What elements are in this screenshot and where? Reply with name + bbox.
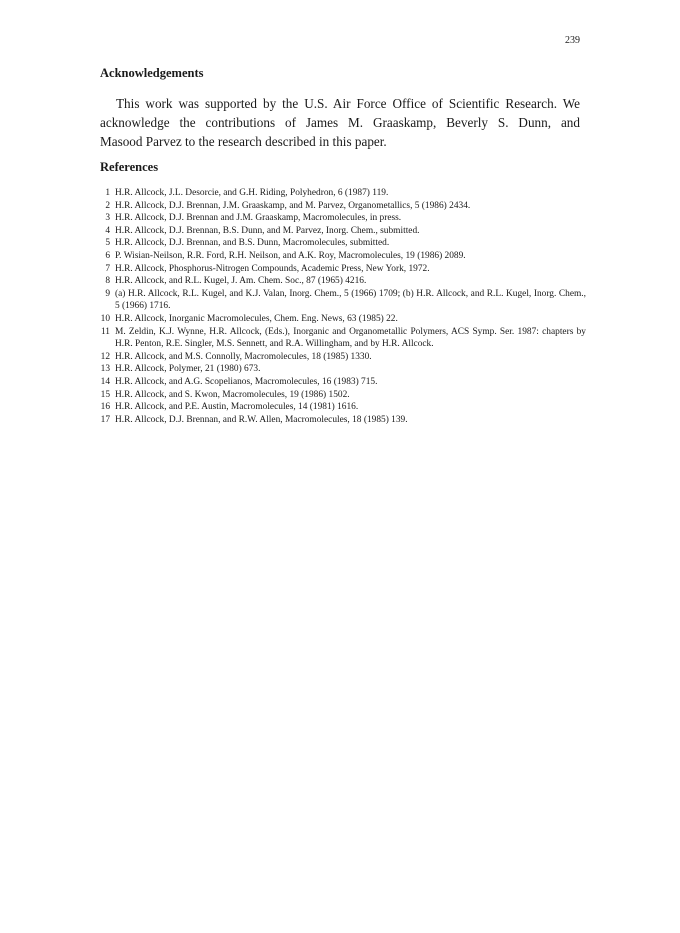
reference-number: 9: [105, 288, 110, 299]
reference-text: H.R. Allcock, and S. Kwon, Macromolecules, 19 (1986) 1502.: [115, 389, 350, 400]
reference-text: H.R. Allcock, D.J. Brennan, and B.S. Dunn, Macromolecules, submitted.: [115, 238, 390, 249]
acknowledgements-line: acknowledge the contributions of James M. Graaskamp, Beverly S. Dunn, and: [100, 115, 580, 130]
reference-number: 3: [105, 213, 110, 224]
reference-item: [96, 363, 586, 376]
reference-item: [96, 351, 586, 364]
reference-text: H.R. Allcock, and A.G. Scopelianos, Macromolecules, 16 (1983) 715.: [115, 376, 378, 387]
reference-item: [96, 250, 586, 263]
reference-number: 7: [105, 263, 110, 274]
references-list: [96, 187, 586, 426]
reference-number: 17: [100, 414, 110, 425]
reference-number: 5: [105, 238, 110, 249]
acknowledgements-line: Masood Parvez to the research described in this paper.: [100, 134, 387, 149]
reference-item: [96, 414, 586, 427]
reference-text: H.R. Allcock, Inorganic Macromolecules, Chem. Eng. News, 63 (1985) 22.: [115, 313, 398, 324]
reference-item: [96, 401, 586, 414]
reference-number: 8: [105, 276, 110, 287]
reference-item: [96, 275, 586, 288]
reference-item: [96, 288, 586, 313]
reference-text: M. Zeldin, K.J. Wynne, H.R. Allcock, (Eds.), Inorganic and Organometallic Polymers, ACS Symp. Ser. 1987: chapters by H.R. Penton, R.E. Singler, M.S. Sennett, and R.A. Willingham, and by H.R. Allcock.: [115, 326, 586, 350]
acknowledgements-body: [100, 94, 580, 151]
reference-text: H.R. Allcock, and R.L. Kugel, J. Am. Chem. Soc., 87 (1965) 4216.: [115, 276, 367, 287]
reference-text: H.R. Allcock, Polymer, 21 (1980) 673.: [115, 364, 261, 375]
acknowledgements-heading: Acknowledgements: [100, 66, 204, 80]
reference-text: H.R. Allcock, and P.E. Austin, Macromolecules, 14 (1981) 1616.: [115, 402, 359, 413]
reference-number: 6: [105, 250, 110, 261]
reference-text: H.R. Allcock, D.J. Brennan, and R.W. Allen, Macromolecules, 18 (1985) 139.: [115, 414, 408, 425]
reference-number: 14: [100, 376, 110, 387]
reference-text: H.R. Allcock, D.J. Brennan and J.M. Graaskamp, Macromolecules, in press.: [115, 213, 402, 224]
reference-item: [96, 200, 586, 213]
reference-text: H.R. Allcock, and M.S. Connolly, Macromolecules, 18 (1985) 1330.: [115, 351, 372, 362]
reference-number: 15: [100, 389, 110, 400]
reference-text: P. Wisian-Neilson, R.R. Ford, R.H. Neilson, and A.K. Roy, Macromolecules, 19 (1986) 2089.: [115, 250, 466, 261]
reference-number: 1: [105, 188, 110, 198]
reference-text: H.R. Allcock, J.L. Desorcie, and G.H. Riding, Polyhedron, 6 (1987) 119.: [115, 188, 389, 198]
reference-item: [96, 187, 586, 200]
reference-item: [96, 212, 586, 225]
references-heading: References: [100, 160, 159, 174]
reference-number: 10: [100, 313, 110, 324]
reference-text: H.R. Allcock, D.J. Brennan, J.M. Graaskamp, and M. Parvez, Organometallics, 5 (1986) 2434.: [115, 200, 471, 211]
reference-text: (a) H.R. Allcock, R.L. Kugel, and K.J. Valan, Inorg. Chem., 5 (1966) 1709; (b) H.R. Allcock, and R.L. Kugel, Inorg. Chem., 5 (1966) 1716.: [115, 288, 586, 312]
reference-number: 13: [100, 364, 110, 375]
reference-item: [96, 376, 586, 389]
reference-number: 2: [105, 200, 110, 211]
reference-text: H.R. Allcock, D.J. Brennan, B.S. Dunn, and M. Parvez, Inorg. Chem., submitted.: [115, 225, 420, 236]
reference-number: 4: [105, 225, 110, 236]
reference-item: [96, 389, 586, 402]
reference-number: 16: [100, 402, 110, 413]
reference-number: 11: [100, 326, 110, 337]
page-number: 239: [565, 35, 580, 46]
reference-item: [96, 313, 586, 326]
reference-number: 12: [100, 351, 110, 362]
reference-item: [96, 237, 586, 250]
acknowledgements-line: This work was supported by the U.S. Air Force Office of Scientific Research. We: [116, 96, 580, 111]
reference-item: [96, 263, 586, 276]
reference-item: [96, 326, 586, 351]
reference-item: [96, 225, 586, 238]
reference-text: H.R. Allcock, Phosphorus-Nitrogen Compounds, Academic Press, New York, 1972.: [115, 263, 430, 274]
